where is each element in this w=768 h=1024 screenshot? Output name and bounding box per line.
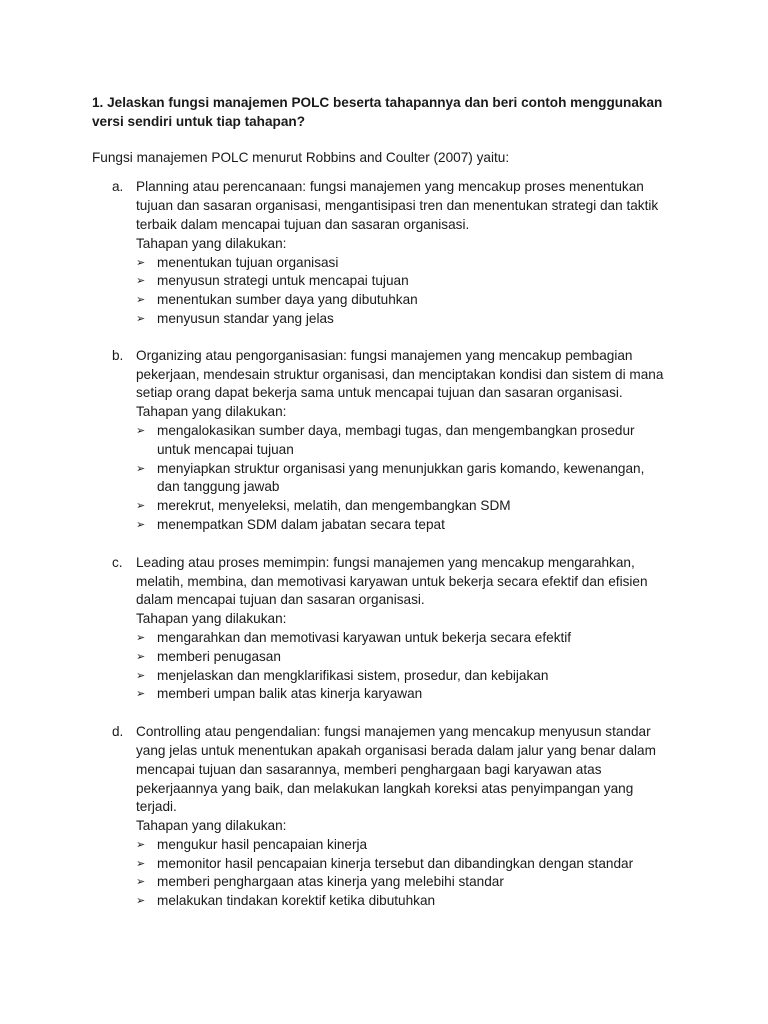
steps-list xyxy=(136,836,676,911)
step-text: memberi penugasan xyxy=(157,648,281,664)
step-text: mengalokasikan sumber daya, membagi tugas, dan mengembangkan prosedur untuk mencapai tujuan xyxy=(157,422,635,457)
arrowhead-bullet-icon: ➢ xyxy=(136,894,146,908)
step-text: merekrut, menyeleksi, melatih, dan mengembangkan SDM xyxy=(157,498,511,514)
arrowhead-bullet-icon: ➢ xyxy=(136,837,146,851)
arrowhead-bullet-icon: ➢ xyxy=(136,668,146,682)
list-item xyxy=(136,422,667,460)
section-letter: b. xyxy=(112,347,124,363)
step-text: memonitor hasil pencapaian kinerja tersebut dan dibandingkan dengan standar xyxy=(157,855,634,871)
steps-label: Tahapan yang dilakukan: xyxy=(136,404,287,420)
section-description: Leading atau proses memimpin: fungsi manajemen yang mencakup mengarahkan, melatih, membina, dan memotivasi karyawan untuk bekerja secara efektif dan efisien dalam mencapai tujuan dan sasaran organisasi. xyxy=(136,554,648,608)
list-item xyxy=(136,892,667,911)
steps-label: Tahapan yang dilakukan: xyxy=(136,235,287,251)
arrowhead-bullet-icon: ➢ xyxy=(136,274,146,288)
arrowhead-bullet-icon: ➢ xyxy=(136,517,146,531)
arrowhead-bullet-icon: ➢ xyxy=(136,423,146,437)
list-item xyxy=(136,291,667,310)
step-text: mengukur hasil pencapaian kinerja xyxy=(157,836,368,852)
list-item xyxy=(136,272,667,291)
step-text: memberi penghargaan atas kinerja yang melebihi standar xyxy=(157,874,504,890)
step-text: menyusun strategi untuk mencapai tujuan xyxy=(157,273,409,289)
list-item xyxy=(136,836,667,855)
arrowhead-bullet-icon: ➢ xyxy=(136,856,146,870)
step-text: memberi umpan balik atas kinerja karyawan xyxy=(157,686,423,702)
section-description: Controlling atau pengendalian: fungsi manajemen yang mencakup menyusun standar yang jelas untuk menentukan apakah organisasi berada dalam jalur yang benar dalam mencapai tujuan dan sasarannya, memberi penghargaan bagi karyawan atas pekerjaannya yang baik, dan melakukan langkah koreksi atas penyimpangan yang terjadi. xyxy=(136,724,656,815)
arrowhead-bullet-icon: ➢ xyxy=(136,461,146,475)
section-description: Organizing atau pengorganisasian: fungsi manajemen yang mencakup pembagian pekerjaan, mendesain struktur organisasi, dan menciptakan kondisi dan sistem di mana setiap orang dapat bekerja sama untuk mencapai tujuan dan sasaran organisasi. xyxy=(136,347,664,401)
step-text: menyusun standar yang jelas xyxy=(157,310,334,326)
list-item xyxy=(136,855,667,874)
list-item xyxy=(136,629,667,648)
steps-list xyxy=(136,254,676,329)
arrowhead-bullet-icon: ➢ xyxy=(136,630,146,644)
arrowhead-bullet-icon: ➢ xyxy=(136,311,146,325)
section-planning xyxy=(92,178,688,328)
arrowhead-bullet-icon: ➢ xyxy=(136,687,146,701)
section-letter: d. xyxy=(112,724,124,740)
list-item xyxy=(136,497,667,516)
list-item xyxy=(136,648,667,667)
step-text: menentukan sumber daya yang dibutuhkan xyxy=(157,292,418,308)
section-controlling xyxy=(92,723,688,911)
arrowhead-bullet-icon: ➢ xyxy=(136,649,146,663)
section-organizing xyxy=(92,347,688,535)
section-letter: c. xyxy=(112,554,123,570)
steps-label: Tahapan yang dilakukan: xyxy=(136,611,287,627)
step-text: mengarahkan dan memotivasi karyawan untuk bekerja secara efektif xyxy=(157,629,572,645)
list-item xyxy=(136,254,667,273)
list-item xyxy=(136,460,667,498)
list-item xyxy=(136,685,667,704)
section-leading xyxy=(92,554,688,704)
list-item xyxy=(136,310,667,329)
step-text: menentukan tujuan organisasi xyxy=(157,254,339,270)
arrowhead-bullet-icon: ➢ xyxy=(136,499,146,513)
list-item xyxy=(136,667,667,686)
list-item xyxy=(136,873,667,892)
step-text: menyiapkan struktur organisasi yang menunjukkan garis komando, kewenangan, dan tanggung jawab xyxy=(157,460,645,495)
intro-text: Fungsi manajemen POLC menurut Robbins and Coulter (2007) yaitu: xyxy=(92,149,510,165)
section-description: Planning atau perencanaan: fungsi manajemen yang mencakup proses menentukan tujuan dan sasaran organisasi, mengantisipasi tren dan menentukan strategi dan taktik terbaik dalam mencapai tujuan dan sasaran organisasi. xyxy=(136,179,659,232)
arrowhead-bullet-icon: ➢ xyxy=(136,875,146,889)
step-text: menempatkan SDM dalam jabatan secara tepat xyxy=(157,516,445,532)
arrowhead-bullet-icon: ➢ xyxy=(136,293,146,307)
section-letter: a. xyxy=(112,179,124,195)
step-text: melakukan tindakan korektif ketika dibutuhkan xyxy=(157,893,436,909)
question-heading: 1. Jelaskan fungsi manajemen POLC beserta tahapannya dan beri contoh menggunakan versi sendiri untuk tiap tahapan? xyxy=(92,95,663,129)
arrowhead-bullet-icon: ➢ xyxy=(136,255,146,269)
steps-list xyxy=(136,422,676,535)
step-text: menjelaskan dan mengklarifikasi sistem, prosedur, dan kebijakan xyxy=(157,667,549,683)
steps-label: Tahapan yang dilakukan: xyxy=(136,818,287,834)
list-item xyxy=(136,516,667,535)
steps-list xyxy=(136,629,676,704)
